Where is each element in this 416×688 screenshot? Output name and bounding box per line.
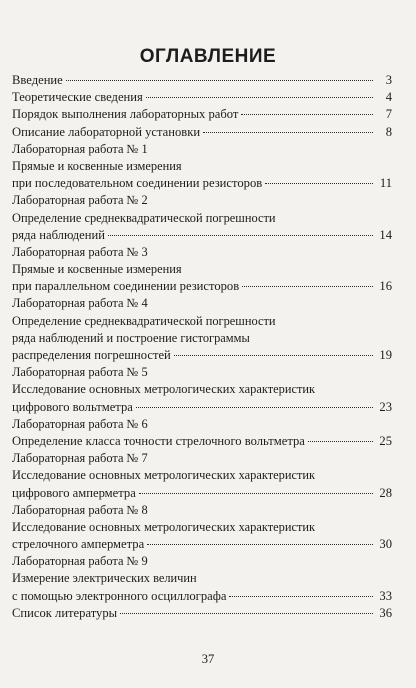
toc-line	[12, 485, 392, 502]
toc-line	[12, 175, 392, 192]
toc-line	[12, 605, 392, 622]
toc-heading-text: Исследование основных метрологических характеристик	[12, 519, 316, 534]
toc-line	[12, 347, 392, 364]
toc-heading-text: Определение среднеквадратической погрешности	[12, 210, 276, 225]
toc-line	[12, 89, 392, 106]
toc-heading-text: Определение среднеквадратической погрешности	[12, 313, 276, 328]
toc-line	[12, 502, 392, 519]
toc-page-number: 36	[379, 605, 392, 620]
toc-page-number: 4	[385, 90, 392, 105]
toc-heading-text: Измерение электрических величин	[12, 571, 197, 586]
toc-page-number: 33	[379, 588, 392, 603]
dot-leader	[120, 613, 373, 614]
toc-heading-text: Исследование основных метрологических характеристик	[12, 468, 316, 483]
dot-leader	[136, 407, 373, 408]
toc-line	[12, 588, 392, 605]
toc-line	[12, 450, 392, 467]
toc-entry-text: при параллельном соединении резисторов	[12, 279, 240, 294]
toc-heading-text: Лабораторная работа № 3	[12, 244, 148, 259]
dot-leader	[265, 183, 373, 184]
toc-line	[12, 330, 392, 347]
dot-leader	[229, 596, 373, 597]
toc-page-number: 23	[379, 399, 392, 414]
toc-page-number: 11	[379, 176, 392, 191]
toc-heading-text: Лабораторная работа № 2	[12, 193, 148, 208]
toc-entry-text: Порядок выполнения лабораторных работ	[12, 107, 239, 122]
toc-line	[12, 124, 392, 141]
toc-line	[12, 227, 392, 244]
toc-heading-text: Лабораторная работа № 1	[12, 141, 148, 156]
toc-line	[12, 261, 392, 278]
dot-leader	[108, 235, 373, 236]
toc-line	[12, 106, 392, 123]
toc-line	[12, 364, 392, 381]
toc-page-number: 28	[379, 485, 392, 500]
toc-line	[12, 519, 392, 536]
toc-line	[12, 295, 392, 312]
toc-line	[12, 72, 392, 89]
dot-leader	[147, 544, 373, 545]
toc-entry-text: распределения погрешностей	[12, 348, 171, 362]
dot-leader	[146, 97, 373, 98]
toc-entry-text: Описание лабораторной установки	[12, 124, 201, 139]
toc-entry-text: Теоретические сведения	[12, 90, 143, 105]
toc-line	[12, 192, 392, 209]
table-of-contents	[12, 72, 392, 622]
toc-heading-text: Лабораторная работа № 9	[12, 554, 148, 569]
toc-heading-text: Лабораторная работа № 6	[12, 416, 148, 431]
toc-line	[12, 278, 392, 295]
dot-leader	[203, 132, 373, 133]
toc-entry-text: Список литературы	[12, 605, 118, 620]
toc-page-number: 25	[379, 433, 392, 448]
toc-heading-text: ряда наблюдений и построение гистограммы	[12, 330, 250, 345]
toc-line	[12, 416, 392, 433]
toc-entry-text: цифрового вольтметра	[12, 399, 133, 414]
toc-page-number: 16	[379, 279, 392, 294]
toc-heading-text: Исследование основных метрологических характеристик	[12, 382, 316, 397]
toc-heading-text: Прямые и косвенные измерения	[12, 158, 182, 173]
dot-leader	[308, 441, 373, 442]
toc-line	[12, 570, 392, 587]
toc-heading-text: Прямые и косвенные измерения	[12, 262, 182, 277]
toc-page-number: 19	[379, 348, 392, 362]
toc-heading-text: Лабораторная работа № 8	[12, 502, 148, 517]
toc-line	[12, 467, 392, 484]
dot-leader	[139, 493, 373, 494]
page-number: 37	[201, 652, 215, 666]
toc-page-number: 8	[385, 124, 392, 139]
dot-leader	[241, 114, 373, 115]
toc-entry-text: при последовательном соединении резисторов	[12, 176, 263, 191]
toc-page-number: 3	[385, 73, 392, 87]
toc-entry-text: ряда наблюдений	[12, 227, 105, 242]
toc-page-number: 14	[379, 227, 392, 242]
toc-page-number: 30	[379, 537, 392, 552]
toc-line	[12, 158, 392, 175]
toc-entry-text: с помощью электронного осциллографа	[12, 588, 227, 603]
toc-line	[12, 210, 392, 227]
toc-line	[12, 553, 392, 570]
dot-leader	[66, 80, 373, 81]
dot-leader	[174, 355, 373, 356]
toc-line	[12, 399, 392, 416]
dot-leader	[242, 286, 373, 287]
toc-heading-text: Лабораторная работа № 7	[12, 451, 148, 466]
toc-page-number: 7	[385, 107, 392, 122]
toc-line	[12, 313, 392, 330]
toc-entry-text: стрелочного амперметра	[12, 537, 145, 552]
toc-entry-text: Определение класса точности стрелочного вольтметра	[12, 433, 305, 448]
toc-line	[12, 141, 392, 158]
toc-line	[12, 433, 392, 450]
toc-entry-text: цифрового амперметра	[12, 485, 136, 500]
page-title: ОГЛАВЛЕНИЕ	[139, 46, 277, 67]
toc-line	[12, 381, 392, 398]
toc-line	[12, 536, 392, 553]
toc-heading-text: Лабораторная работа № 5	[12, 365, 148, 380]
toc-line	[12, 244, 392, 261]
toc-heading-text: Лабораторная работа № 4	[12, 296, 148, 311]
toc-entry-text: Введение	[12, 73, 63, 87]
